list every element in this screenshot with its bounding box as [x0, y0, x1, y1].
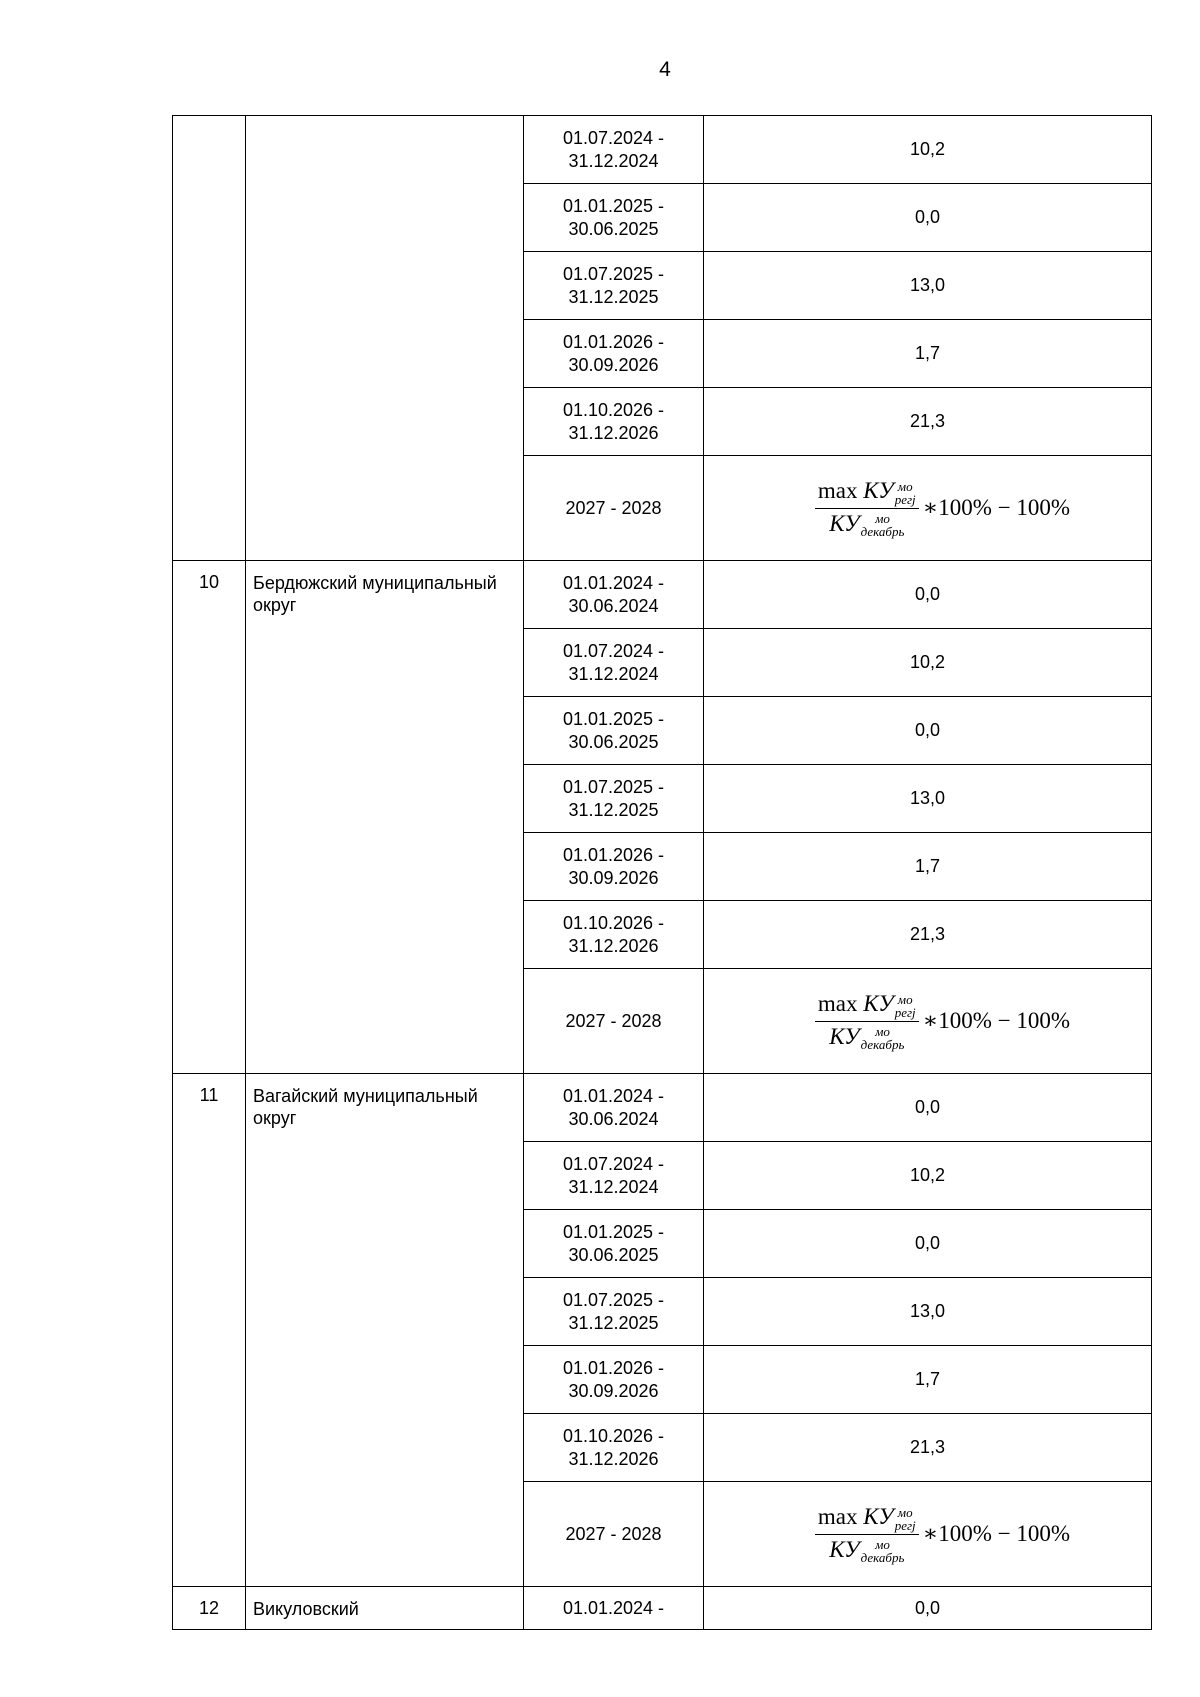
- period-cell: [524, 1346, 704, 1414]
- value-cell: 21,3: [704, 388, 1152, 456]
- period-range: 2027 - 2028: [565, 1010, 662, 1031]
- municipality-name: Вагайский муниципальный округ: [246, 1074, 524, 1587]
- period-to: 30.06.2025: [568, 1244, 659, 1265]
- formula-numerator: [815, 478, 919, 509]
- table-body: [173, 116, 1152, 1630]
- value-cell: 0,0: [704, 184, 1152, 252]
- period-to: 30.06.2024: [568, 1108, 659, 1129]
- period-cell: [524, 1482, 704, 1587]
- formula-sup: мо: [897, 478, 913, 494]
- period-cell: [524, 388, 704, 456]
- formula-indices: [895, 993, 916, 1019]
- formula-denominator: [826, 509, 907, 539]
- period-cell: [524, 765, 704, 833]
- table-row: [173, 1074, 1152, 1142]
- value-cell: 10,2: [704, 1142, 1152, 1210]
- period-from: 01.01.2025 -: [562, 1221, 665, 1242]
- formula-numerator: [815, 991, 919, 1022]
- period-to: 30.09.2026: [568, 1380, 659, 1401]
- formula-ku: КУ: [829, 1536, 860, 1562]
- period-cell: [524, 320, 704, 388]
- value-cell: 0,0: [704, 1074, 1152, 1142]
- tariff-table: [172, 115, 1152, 1630]
- value-cell: 10,2: [704, 629, 1152, 697]
- period-to: 31.12.2026: [568, 422, 659, 443]
- formula-sub: декабрь: [860, 1550, 905, 1566]
- formula-indices: [895, 1506, 916, 1532]
- formula-indices: [861, 1538, 905, 1564]
- period-to: 31.12.2025: [568, 286, 659, 307]
- period-to: 31.12.2024: [568, 1176, 659, 1197]
- municipality-name: [246, 116, 524, 561]
- period-from: 01.01.2025 -: [562, 195, 665, 216]
- period-cell: [524, 901, 704, 969]
- formula-sub: декабрь: [860, 1037, 905, 1053]
- formula-max: max: [817, 1503, 858, 1529]
- period-to: 31.12.2026: [568, 935, 659, 956]
- municipality-name: Бердюжский муниципальный округ: [246, 561, 524, 1074]
- period-to: 31.12.2025: [568, 1312, 659, 1333]
- period-cell: [524, 1074, 704, 1142]
- formula-ku: КУ: [829, 510, 860, 536]
- formula-indices: [861, 1025, 905, 1051]
- period-cell: [524, 456, 704, 561]
- growth-formula: [815, 991, 1070, 1051]
- formula-rest: ∗100% − 100%: [922, 1521, 1071, 1546]
- formula-fraction: [815, 1504, 919, 1564]
- formula-denominator: [826, 1022, 907, 1052]
- formula-indices: [861, 512, 905, 538]
- period-from: 01.10.2026 -: [562, 912, 665, 933]
- table-row: [173, 1587, 1152, 1630]
- municipality-name: Викуловский: [246, 1587, 524, 1630]
- table-row: [173, 116, 1152, 184]
- period-cell: [524, 1142, 704, 1210]
- period-cell: [524, 969, 704, 1074]
- row-number: [173, 116, 246, 561]
- formula-sub: регj: [894, 1517, 916, 1533]
- value-cell: 13,0: [704, 252, 1152, 320]
- value-cell: 1,7: [704, 320, 1152, 388]
- period-cell: [524, 252, 704, 320]
- period-from: 01.10.2026 -: [562, 399, 665, 420]
- formula-sub: декабрь: [860, 524, 905, 540]
- value-cell: 0,0: [704, 1587, 1152, 1630]
- value-cell: 0,0: [704, 697, 1152, 765]
- formula-cell: [704, 1482, 1152, 1587]
- formula-ku: КУ: [863, 990, 894, 1016]
- period-to: 31.12.2025: [568, 799, 659, 820]
- formula-rest: ∗100% − 100%: [922, 495, 1071, 520]
- formula-sup: мо: [897, 1504, 913, 1520]
- formula-sub: регj: [894, 1004, 916, 1020]
- value-cell: 1,7: [704, 1346, 1152, 1414]
- formula-ku: КУ: [863, 1503, 894, 1529]
- period-from: 01.07.2025 -: [562, 1289, 665, 1310]
- period-from: 01.01.2024 -: [562, 1085, 665, 1106]
- period-cell: [524, 697, 704, 765]
- period-from: 01.01.2026 -: [562, 844, 665, 865]
- growth-formula: [815, 478, 1070, 538]
- period-from: 01.01.2026 -: [562, 331, 665, 352]
- formula-indices: [895, 480, 916, 506]
- period-to: 30.09.2026: [568, 867, 659, 888]
- value-cell: 1,7: [704, 833, 1152, 901]
- value-cell: 13,0: [704, 1278, 1152, 1346]
- period-to: 31.12.2024: [568, 150, 659, 171]
- period-to: 30.09.2026: [568, 354, 659, 375]
- period-range: 2027 - 2028: [565, 497, 662, 518]
- period-cell: [524, 629, 704, 697]
- period-from: 01.01.2026 -: [562, 1357, 665, 1378]
- period-cell: [524, 1278, 704, 1346]
- period-from: 01.07.2025 -: [562, 263, 665, 284]
- formula-cell: [704, 969, 1152, 1074]
- period-range: 2027 - 2028: [565, 1523, 662, 1544]
- formula-denominator: [826, 1535, 907, 1565]
- formula-sup: мо: [875, 1537, 890, 1553]
- period-to: 31.12.2026: [568, 1448, 659, 1469]
- period-from: 01.07.2025 -: [562, 776, 665, 797]
- formula-ku: КУ: [863, 477, 894, 503]
- row-number: 10: [173, 561, 246, 1074]
- growth-formula: [815, 1504, 1070, 1564]
- formula-numerator: [815, 1504, 919, 1535]
- period-from: 01.01.2025 -: [562, 708, 665, 729]
- value-cell: 10,2: [704, 116, 1152, 184]
- value-cell: 0,0: [704, 561, 1152, 629]
- period-to: 30.06.2025: [568, 218, 659, 239]
- period-cell: [524, 184, 704, 252]
- formula-sub: регj: [894, 491, 916, 507]
- period-cell: [524, 116, 704, 184]
- period-from: 01.10.2026 -: [562, 1425, 665, 1446]
- formula-max: max: [817, 990, 858, 1016]
- value-cell: 0,0: [704, 1210, 1152, 1278]
- period-from: 01.07.2024 -: [562, 640, 665, 661]
- period-from: 01.01.2024 -: [562, 572, 665, 593]
- formula-fraction: [815, 991, 919, 1051]
- period-from: 01.07.2024 -: [562, 127, 665, 148]
- formula-sup: мо: [875, 511, 890, 527]
- value-cell: 13,0: [704, 765, 1152, 833]
- period-to: 31.12.2024: [568, 663, 659, 684]
- period-from: 01.07.2024 -: [562, 1153, 665, 1174]
- period-cell: [524, 1587, 704, 1630]
- period-cell: [524, 833, 704, 901]
- period-cell: [524, 561, 704, 629]
- formula-sup: мо: [897, 991, 913, 1007]
- period-to: 30.06.2025: [568, 731, 659, 752]
- period-to: 30.06.2024: [568, 595, 659, 616]
- formula-fraction: [815, 478, 919, 538]
- formula-ku: КУ: [829, 1023, 860, 1049]
- formula-cell: [704, 456, 1152, 561]
- table-row: [173, 561, 1152, 629]
- value-cell: 21,3: [704, 1414, 1152, 1482]
- formula-rest: ∗100% − 100%: [922, 1008, 1071, 1033]
- period-cell: [524, 1414, 704, 1482]
- value-cell: 21,3: [704, 901, 1152, 969]
- row-number: 11: [173, 1074, 246, 1587]
- period-cell: [524, 1210, 704, 1278]
- formula-max: max: [817, 477, 858, 503]
- formula-sup: мо: [875, 1024, 890, 1040]
- page-number: 4: [659, 58, 671, 81]
- period-from: 01.01.2024 -: [562, 1597, 665, 1618]
- row-number: 12: [173, 1587, 246, 1630]
